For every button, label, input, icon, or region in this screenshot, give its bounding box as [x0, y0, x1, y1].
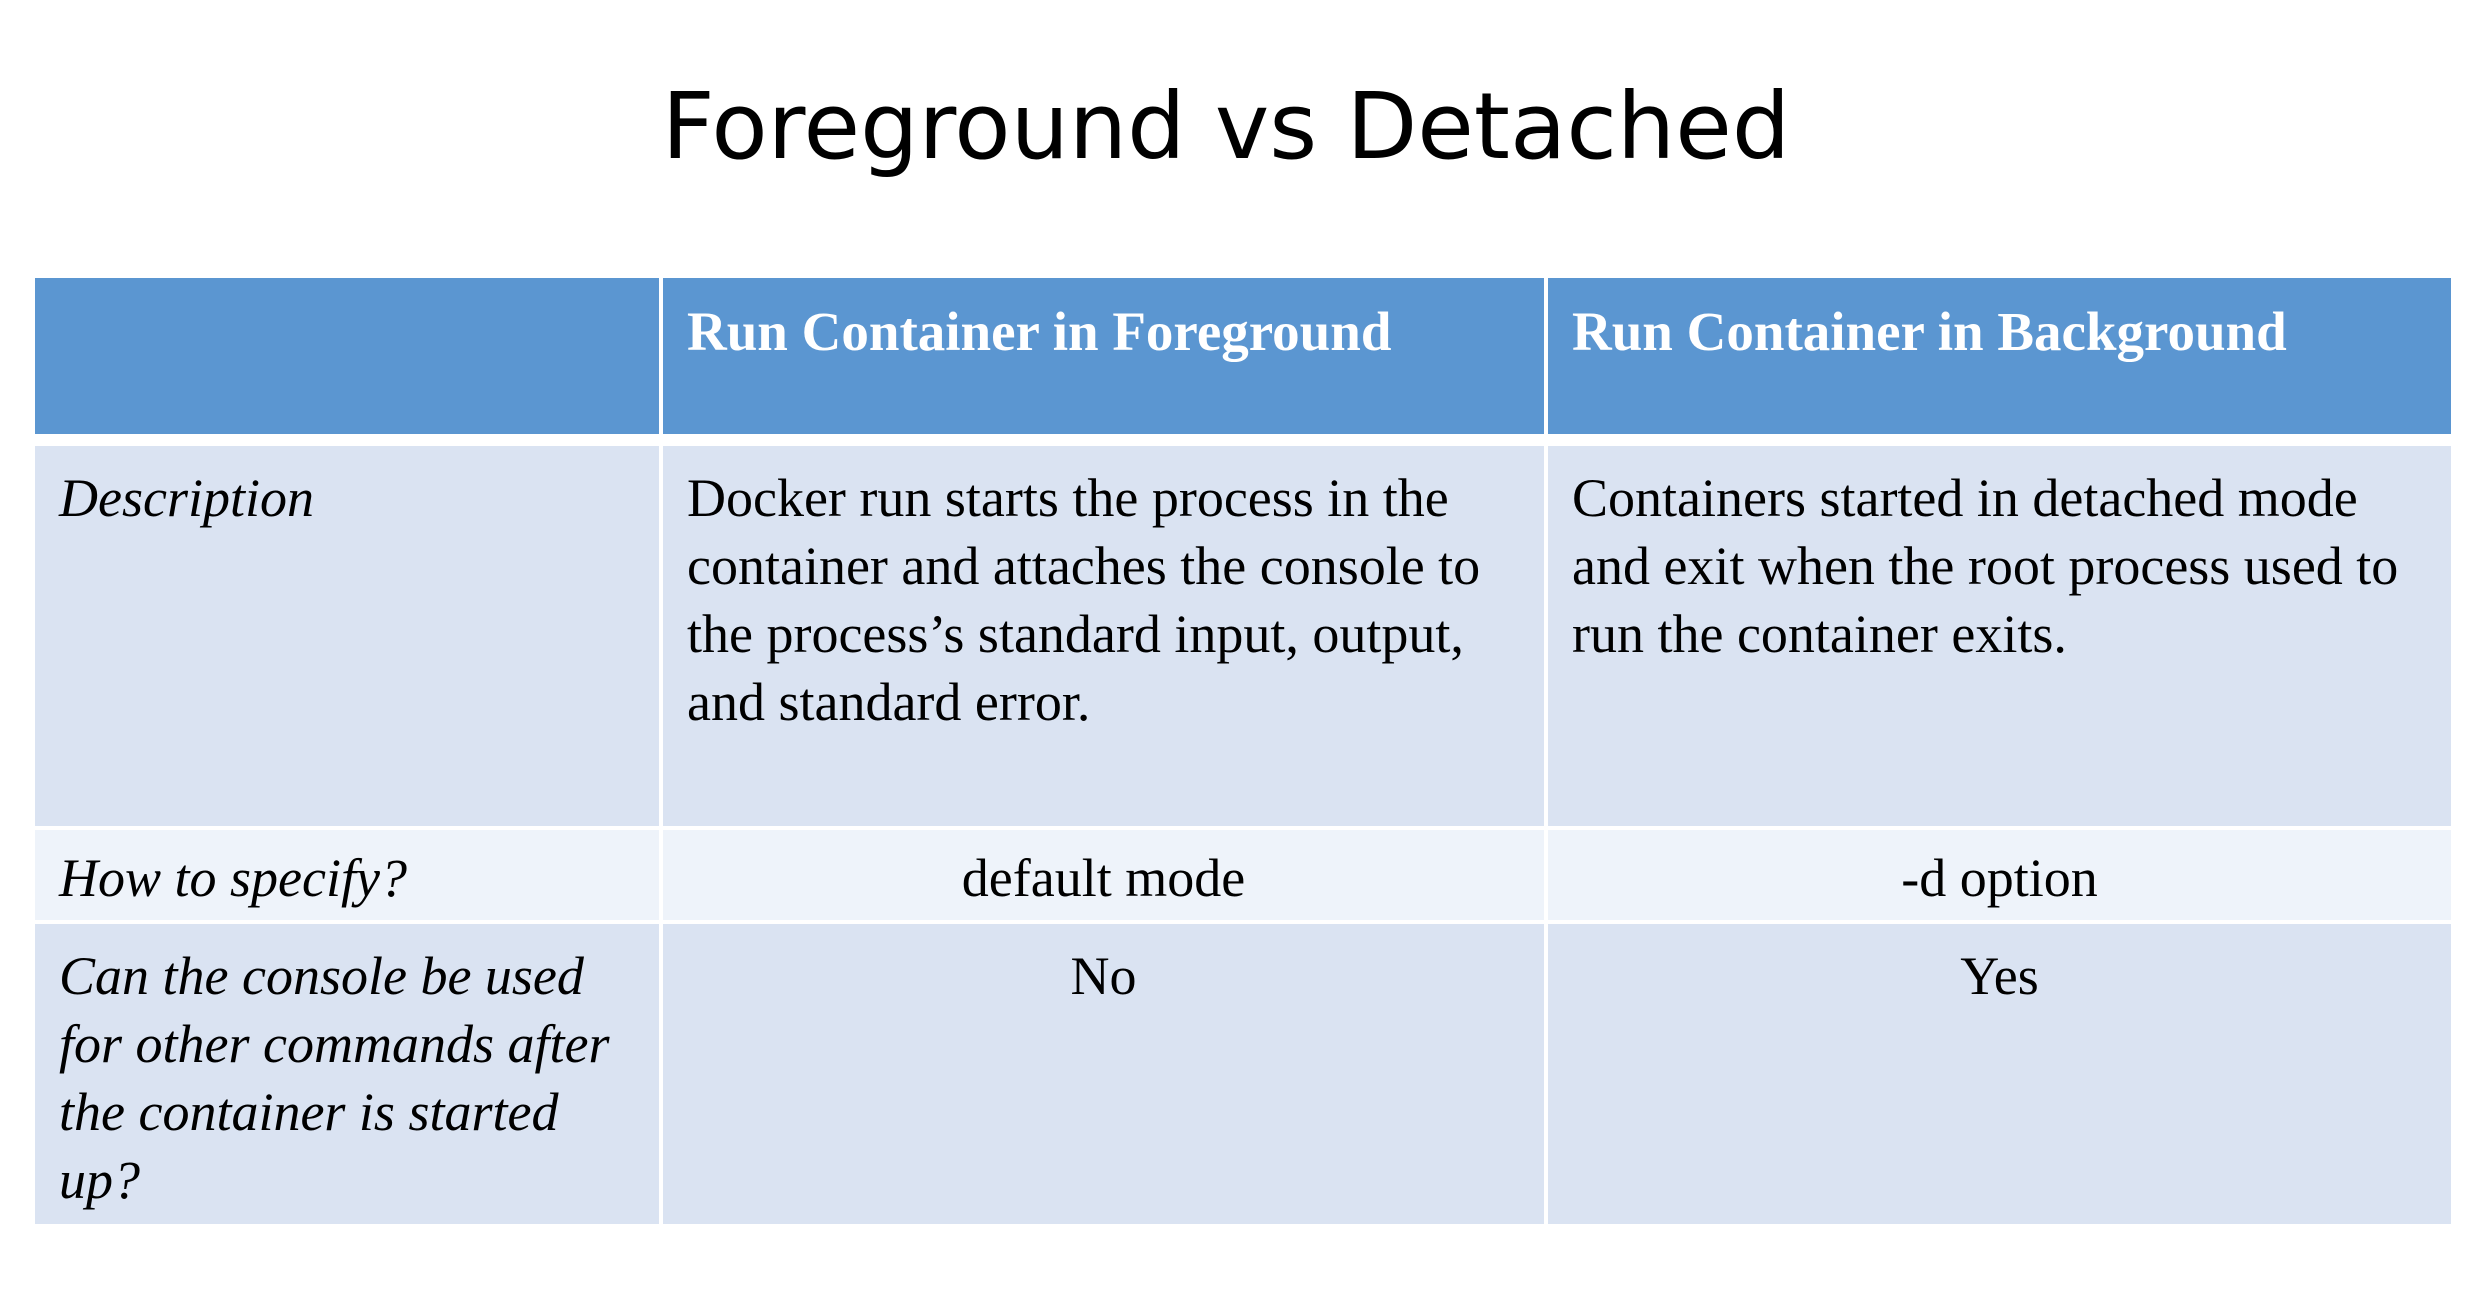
- specify-foreground: default mode: [663, 830, 1544, 920]
- slide-title: Foreground vs Detached: [661, 73, 1791, 180]
- row-label-console-usable: Can the console be used for other commands after the container is started up?: [35, 924, 659, 1224]
- specify-background: -d option: [1548, 830, 2451, 920]
- comparison-table: [35, 278, 2451, 1224]
- row-label-how-to-specify: How to specify?: [35, 830, 659, 920]
- header-background: Run Container in Background: [1548, 278, 2451, 434]
- header-foreground: Run Container in Foreground: [663, 278, 1544, 434]
- console-foreground: No: [663, 924, 1544, 1224]
- description-foreground: Docker run starts the process in the container and attaches the console to the process’s standard input, output, and standard error.: [663, 446, 1544, 826]
- console-background: Yes: [1548, 924, 2451, 1224]
- header-corner-cell: [35, 278, 659, 434]
- row-label-description: Description: [35, 446, 659, 826]
- description-background: Containers started in detached mode and exit when the root process used to run the container exits.: [1548, 446, 2451, 826]
